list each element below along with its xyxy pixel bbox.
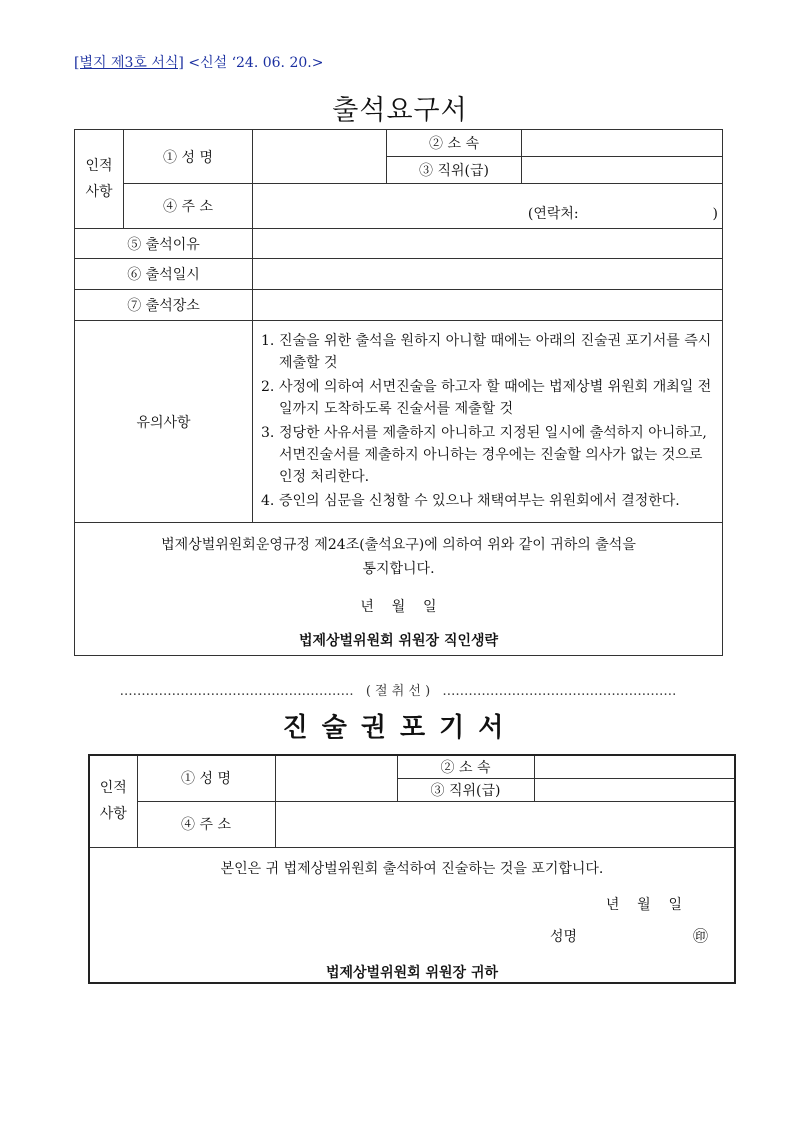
- cut-line: ……………………………………………… ( 절 취 선 ) ………………………………………………: [119, 684, 677, 699]
- waiver-addressee: 법제상벌위원회 위원장 귀하: [325, 964, 499, 981]
- waiver-personal-info-header: 인적 사항: [89, 755, 137, 847]
- contact-close: ): [712, 206, 718, 222]
- datetime-label: ⑥ 출석일시: [75, 259, 253, 290]
- waiver-affiliation-field[interactable]: [534, 755, 735, 778]
- waiver-date: 년 월 일: [605, 896, 682, 913]
- personal-info-header: 인적 사항: [75, 130, 124, 229]
- waiver-form-table: [88, 754, 736, 984]
- note-item: 4. 증인의 심문을 신청할 수 있으나 채택여부는 위원회에서 결정한다.: [261, 492, 680, 509]
- waiver-statement-section: [89, 847, 735, 983]
- waiver-position-field[interactable]: [534, 778, 735, 801]
- reason-field[interactable]: [253, 229, 723, 259]
- affiliation-field[interactable]: [522, 130, 723, 157]
- address-field[interactable]: [253, 184, 723, 229]
- notes-list: [253, 321, 723, 523]
- waiver-name-label: ① 성 명: [137, 755, 275, 801]
- signatory: 법제상벌위원회 위원장 직인생략: [298, 633, 499, 649]
- reason-label: ⑤ 출석이유: [75, 229, 253, 259]
- contact-label: (연락처:: [527, 206, 579, 222]
- request-form-table: [74, 129, 723, 656]
- affiliation-label: ② 소 속: [387, 130, 522, 157]
- place-field[interactable]: [253, 290, 723, 321]
- position-label: ③ 직위(급): [387, 157, 522, 184]
- note-item: 1. 진술을 위한 출석을 원하지 아니할 때에는 아래의 진술권 포기서를 즉시 제출할 것: [261, 332, 712, 371]
- waiver-address-label: ④ 주 소: [137, 801, 275, 847]
- cut-line-label: ( 절 취 선 ): [365, 684, 431, 699]
- form-header: [74, 52, 323, 72]
- waiver-statement: 본인은 귀 법제상벌위원회 출석하여 진술하는 것을 포기합니다.: [220, 860, 604, 877]
- notice-section: [75, 523, 723, 656]
- datetime-field[interactable]: [253, 259, 723, 290]
- waiver-name-field[interactable]: [275, 755, 397, 801]
- notice-line-1: 법제상벌위원회운영규정 제24조(출석요구)에 의하여 위와 같이 귀하의 출석을: [161, 537, 636, 553]
- name-field[interactable]: [253, 130, 387, 184]
- waiver-position-label: ③ 직위(급): [397, 778, 534, 801]
- seal-icon: ㊞: [693, 926, 709, 945]
- waiver-address-field[interactable]: [275, 801, 735, 847]
- address-label: ④ 주 소: [124, 184, 253, 229]
- position-field[interactable]: [522, 157, 723, 184]
- place-label: ⑦ 출석장소: [75, 290, 253, 321]
- request-form-title: 출석요구서: [332, 95, 468, 126]
- waiver-affiliation-label: ② 소 속: [397, 755, 534, 778]
- notice-line-2: 통지합니다.: [362, 561, 435, 577]
- form-number-label: [별지 제3호 서식]: [74, 55, 184, 71]
- waiver-form-title: 진술권포기서: [282, 713, 518, 743]
- revision-note: <신설 ‘24. 06. 20.>: [188, 55, 324, 71]
- notice-date: 년 월 일: [360, 599, 437, 615]
- waiver-name-sign-label: 성명: [550, 928, 578, 945]
- name-label: ① 성 명: [124, 130, 253, 184]
- note-item: 2. 사정에 의하여 서면진술을 하고자 할 때에는 법제상별 위원회 개최일 전일까지 도착하도록 진술서를 제출할 것: [261, 378, 712, 417]
- note-item: 3. 정당한 사유서를 제출하지 아니하고 지정된 일시에 출석하지 아니하고, 서면진술서를 제출하지 아니하는 경우에는 진술할 의사가 없는 것으로 인정 처리한다.: [261, 424, 707, 485]
- notes-label: 유의사항: [75, 321, 253, 523]
